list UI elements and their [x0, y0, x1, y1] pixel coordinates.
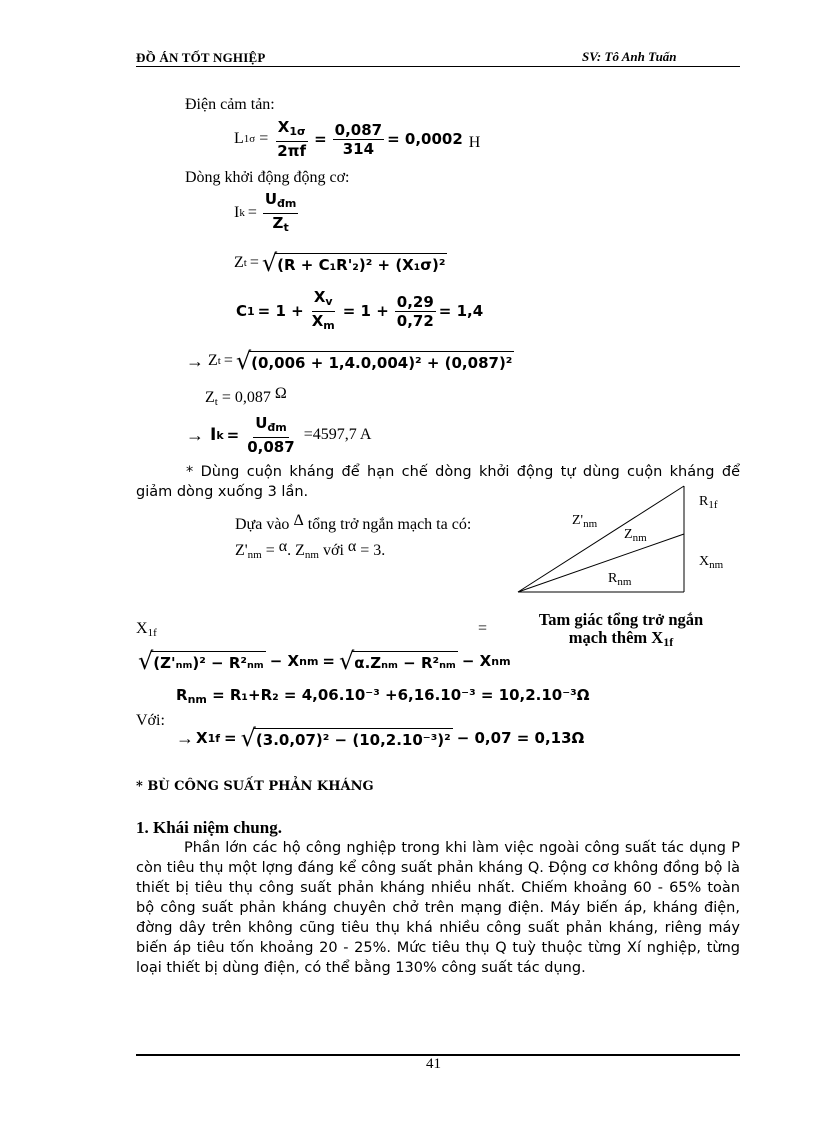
subsection-heading: 1. Khái niệm chung. — [136, 818, 282, 837]
ik-fraction: $\frac{U_{đm}}{Z_t}$ — [264, 189, 297, 234]
x1f-final-equals: = — [224, 729, 237, 747]
arrow-icon: → — [176, 727, 194, 748]
zt-sqrt: √(R + C₁R'₂)² + (X₁σ)² — [261, 249, 446, 277]
c1-formula — [236, 288, 483, 334]
x1f-equals: = — [478, 620, 488, 637]
c1-result: = 1,4 — [438, 302, 484, 320]
zt3-symbol: Z — [205, 389, 215, 406]
x1f-sqrt-1: √(Z'ₙₘ)² − R²ₙₘ — [138, 647, 264, 675]
l1-result: = 0,0002 — [387, 130, 463, 148]
c1-fraction-1: $\frac{X_v}{X_m}$ — [311, 287, 335, 332]
ik-formula — [234, 190, 301, 236]
x1f-lhs: $X_{1f}$ — [136, 620, 157, 639]
inductance-formula — [234, 116, 480, 162]
x1f-final-sqrt: √(3.0,07)² − (10,2.10⁻³)² — [240, 724, 451, 752]
ohm-icon: Ω — [274, 385, 287, 402]
triangle-hypotenuse-outer — [518, 486, 684, 592]
c1-equals-2: = 1 + — [342, 302, 389, 320]
zt-result — [205, 385, 287, 408]
x1f-sqrt-2: √α.Zₙₘ − R²ₙₘ — [339, 647, 456, 675]
zt2-sub: t — [217, 355, 221, 367]
label-z-prime-nm: $Z'_{nm}$ — [572, 513, 598, 530]
x1f-formula — [138, 644, 511, 678]
triangle-caption — [516, 611, 726, 651]
header-rule — [136, 66, 740, 67]
zt2-sqrt: √(0,006 + 1,4.0,004)² + (0,087)² — [235, 347, 513, 375]
compensation-paragraph: Phần lớn các hộ công nghiệp trong khi làm việc ngoài công suất tác dụng P còn tiêu thụ một lợng đáng kể công suất phản kháng Q. Động cơ không đồng bộ là thiết bị tiêu thụ công suất phản kháng nhiều nhất. Chiếm khoảng 60 - 65% toàn bộ công suất phản kháng chuyên chở trên mạng điện. Máy biến áp, kháng điện, đờng dây trên không cũng tiêu thụ khá nhiều công suất phản kháng, riêng máy biến áp tiêu tốn khoảng 20 - 25%. Mức tiêu thụ Q tuỳ thuộc từng Xí nghiệp, từng loại thiết bị dùng điện, có thể bằng 130% công suất tác dụng. — [136, 840, 740, 976]
l1-equals: = — [259, 130, 269, 147]
c1-equals: = 1 + — [257, 302, 304, 320]
x1f-minus-2-sub: nm — [491, 654, 511, 668]
zt2-symbol: Z — [208, 352, 218, 369]
reactor-paragraph: * Dùng cuộn kháng để hạn chế dòng khởi động tự dùng cuộn kháng để giảm dòng xuống 3 lần. — [136, 464, 740, 500]
c1-symbol: C — [236, 302, 248, 320]
label-r1f: $R_{1f}$ — [699, 494, 718, 511]
x1f-minus-1-sub: nm — [299, 654, 319, 668]
znm-mid-sub: nm — [304, 549, 319, 561]
ik2-result: =4597,7 A — [303, 426, 372, 443]
rnm-formula — [176, 686, 589, 706]
ik-equals: = — [247, 204, 257, 221]
l1-sigma: σ — [249, 133, 256, 145]
x1f-final-symbol: X — [196, 729, 208, 747]
l1-fraction-2: $\frac{0,087}{314}$ — [334, 120, 383, 158]
zt-formula — [234, 246, 447, 280]
header-title: ĐỒ ÁN TỐT NGHIỆP — [136, 50, 266, 65]
header-author: SV: Tô Anh Tuấn — [582, 49, 677, 64]
ik-numeric-formula — [186, 412, 371, 458]
l1-symbol: L — [234, 130, 244, 147]
with-label: Với: — [136, 712, 165, 729]
zt-sub: t — [243, 257, 247, 269]
rnm-rhs: = R₁+R₂ = 4,06.10⁻³ +6,16.10⁻³ = 10,2.10⁻³Ω — [212, 686, 590, 704]
x1f-minus-1: − X — [269, 652, 300, 670]
znm-relation — [235, 538, 385, 561]
inductance-label: Điện cảm tản: — [185, 96, 275, 113]
zt3-sub: t — [214, 396, 218, 408]
x1f-equals-2: = — [322, 652, 335, 670]
ik2-equals: = — [226, 426, 240, 444]
based-on-line — [235, 512, 471, 534]
caption-line-2: mạch thêm X1f — [568, 628, 674, 649]
znm-equals: = — [265, 542, 275, 559]
based-on-pre: Dựa vào — [235, 516, 290, 533]
based-on-post: tổng trở ngắn mạch ta có: — [307, 516, 472, 533]
zt-equals: = — [249, 254, 259, 271]
c1-fraction-2: $\frac{0,29}{0,72}$ — [396, 292, 434, 330]
label-xnm: $X_{nm}$ — [699, 554, 724, 571]
znm-mid: . Z — [287, 542, 305, 559]
znm-prime: Z' — [235, 542, 248, 559]
with-word: với — [322, 542, 344, 559]
label-rnm: $R_{nm}$ — [608, 571, 632, 588]
ik-sub: k — [239, 207, 245, 219]
l1-unit: H — [468, 134, 481, 151]
zt2-equals: = — [223, 352, 233, 369]
c1-sub: 1 — [247, 304, 255, 318]
ik2-symbol: I — [210, 425, 217, 445]
arrow-icon: → — [186, 350, 204, 371]
triangle-hypotenuse-inner — [518, 534, 684, 592]
x1f-final-formula — [176, 720, 584, 756]
rnm-sub: nm — [187, 693, 207, 706]
alpha-symbol-2: α — [347, 538, 357, 555]
x1f-final-sub: 1f — [207, 731, 221, 745]
triangle-icon: Δ — [293, 512, 304, 529]
znm-prime-sub: nm — [247, 549, 262, 561]
x1f-minus-2: − X — [461, 652, 492, 670]
rnm-symbol: R — [176, 686, 188, 704]
ik-symbol: I — [234, 204, 240, 221]
zt3-value: = 0,087 — [221, 389, 271, 406]
arrow-icon: → — [186, 424, 204, 445]
ik2-sub: k — [216, 428, 224, 442]
l1-fraction-1: $\frac{X_{1\sigma}}{2\pi f}$ — [277, 118, 307, 160]
caption-line-1: Tam giác tổng trở ngắn — [538, 610, 704, 629]
section-heading: * BÙ CÔNG SUẤT PHẢN KHÁNG — [136, 779, 374, 794]
alpha-value: = 3. — [360, 542, 386, 559]
label-znm: $Z_{nm}$ — [624, 527, 647, 544]
page-number: 41 — [426, 1056, 441, 1072]
alpha-symbol: α — [278, 538, 288, 555]
zt-numeric-formula — [186, 344, 514, 378]
ik2-fraction: $\frac{U_{đm}}{0,087}$ — [247, 414, 295, 456]
l1-equals-2: = — [314, 130, 327, 148]
l1-sub: 1 — [243, 133, 250, 145]
current-label: Dòng khởi động động cơ: — [185, 169, 350, 186]
zt-symbol: Z — [234, 254, 244, 271]
x1f-final-result: − 0,07 = 0,13Ω — [456, 729, 585, 747]
